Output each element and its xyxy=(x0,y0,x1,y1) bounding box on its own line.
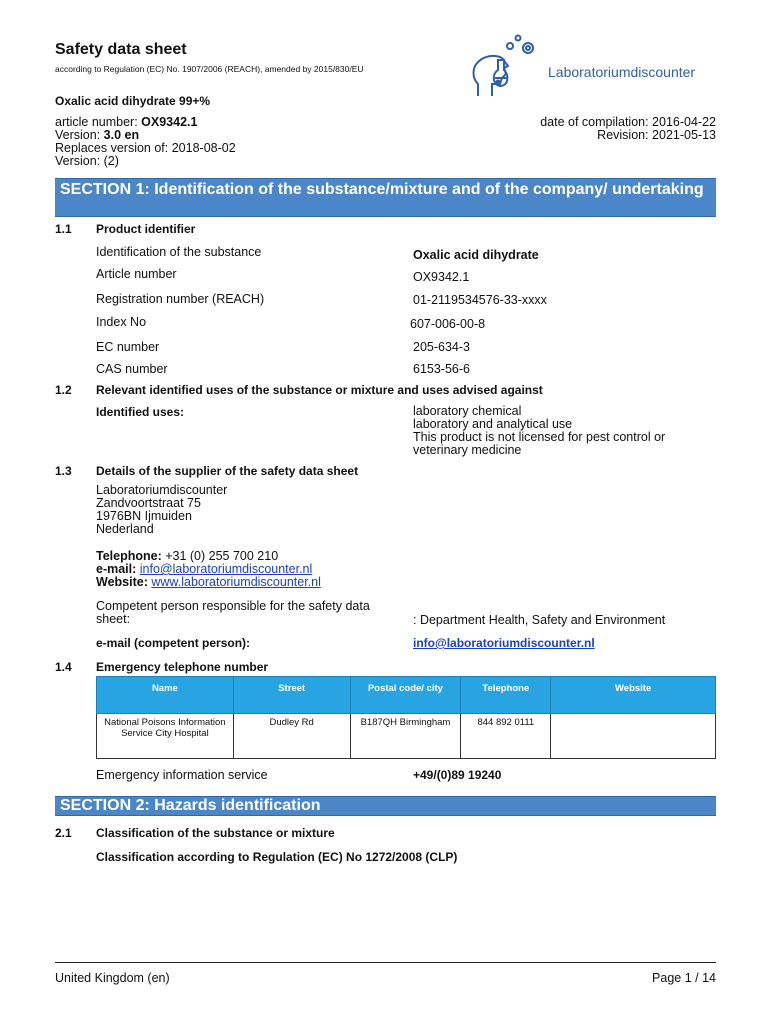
article-number-label: article number: xyxy=(55,115,142,129)
supplier-name: Laboratoriumdiscounter xyxy=(96,483,228,497)
revision-date: Revision: 2021-05-13 xyxy=(597,128,716,142)
identifier-label: Article number xyxy=(96,267,177,281)
product-name: Oxalic acid dihydrate 99+% xyxy=(55,94,211,108)
identifier-value: 01-2119534576-33-xxxx xyxy=(413,293,547,307)
emergency-contacts-table xyxy=(96,676,716,759)
table-header-row xyxy=(97,677,716,714)
telephone-value: +31 (0) 255 700 210 xyxy=(161,549,279,563)
column-header-telephone: Telephone xyxy=(461,677,551,714)
article-number-value: OX9342.1 xyxy=(141,115,198,129)
subsection-title: Emergency telephone number xyxy=(96,660,269,674)
page-number: Page 1 / 14 xyxy=(652,971,716,985)
replaces-version-number: Version: (2) xyxy=(55,154,119,168)
document-title: Safety data sheet xyxy=(55,41,187,58)
section-1-heading: SECTION 1: Identification of the substance/mixture and of the company/ undertaking xyxy=(55,178,716,217)
supplier-country: Nederland xyxy=(96,522,154,536)
cell-name: National Poisons Information Service City Hospital xyxy=(97,714,234,759)
table-row xyxy=(97,714,716,759)
email-label: e-mail: xyxy=(96,562,137,576)
subsection-title: Details of the supplier of the safety data sheet xyxy=(96,464,359,478)
identified-uses-label: Identified uses: xyxy=(96,405,185,419)
competent-person-label xyxy=(96,600,370,626)
identified-use: This product is not licensed for pest control or xyxy=(413,430,666,444)
column-header-website: Website xyxy=(551,677,716,714)
column-header-name: Name xyxy=(97,677,234,714)
version-label: Version: xyxy=(55,128,104,142)
identifier-value: OX9342.1 xyxy=(413,270,470,284)
identified-use: laboratory chemical xyxy=(413,404,522,418)
website-label: Website: xyxy=(96,575,148,589)
website-link[interactable]: www.laboratoriumdiscounter.nl xyxy=(151,575,321,589)
supplier-postal-city: 1976BN Ijmuiden xyxy=(96,509,192,523)
identifier-label: CAS number xyxy=(96,362,168,376)
identifier-label: EC number xyxy=(96,340,160,354)
document-meta-left xyxy=(55,116,236,168)
email-link[interactable]: info@laboratoriumdiscounter.nl xyxy=(139,562,313,576)
version-value: 3.0 en xyxy=(103,128,140,142)
competent-person-label-line: Competent person responsible for the safety data xyxy=(96,599,370,613)
competent-email-link[interactable]: info@laboratoriumdiscounter.nl xyxy=(413,636,595,650)
identifier-value: 205-634-3 xyxy=(413,340,470,354)
telephone-label: Telephone: xyxy=(96,549,162,563)
cell-telephone: 844 892 0111 xyxy=(461,714,551,759)
replaces-version: Replaces version of: 2018-08-02 xyxy=(55,141,236,155)
column-header-street: Street xyxy=(233,677,350,714)
section-2-heading: SECTION 2: Hazards identification xyxy=(55,796,716,816)
date-of-compilation: date of compilation: 2016-04-22 xyxy=(540,115,716,129)
logo xyxy=(470,34,550,100)
footer-locale: United Kingdom (en) xyxy=(55,971,170,985)
clp-classification-title: Classification according to Regulation (EC) No 1272/2008 (CLP) xyxy=(96,850,458,864)
cell-postal-city: B187QH Birmingham xyxy=(350,714,461,759)
identified-use: veterinary medicine xyxy=(413,443,522,457)
competent-person-value: : Department Health, Safety and Environment xyxy=(413,613,666,627)
emergency-service-value: +49/(0)89 19240 xyxy=(413,768,502,782)
subsection-title: Classification of the substance or mixture xyxy=(96,826,335,840)
subsection-number: 1.4 xyxy=(55,660,72,674)
supplier-contacts xyxy=(96,550,321,589)
subsection-number: 2.1 xyxy=(55,826,72,840)
supplier-address xyxy=(96,484,227,536)
supplier-street: Zandvoortstraat 75 xyxy=(96,496,201,510)
subsection-title: Product identifier xyxy=(96,222,196,236)
footer-divider xyxy=(55,962,716,963)
subsection-number: 1.1 xyxy=(55,222,72,236)
competent-email-label: e-mail (competent person): xyxy=(96,636,251,650)
regulation-subtitle: according to Regulation (EC) No. 1907/2006 (REACH), amended by 2015/830/EU xyxy=(55,64,364,74)
logo-wordmark: Laboratoriumdiscounter xyxy=(548,64,696,80)
logo-icon xyxy=(470,34,548,100)
document-meta-right xyxy=(540,116,716,142)
competent-person-label-line: sheet: xyxy=(96,612,131,626)
identifier-value: 6153-56-6 xyxy=(413,362,470,376)
cell-street: Dudley Rd xyxy=(233,714,350,759)
identifier-value: 607-006-00-8 xyxy=(410,317,486,331)
subsection-number: 1.2 xyxy=(55,383,72,397)
subsection-title: Relevant identified uses of the substance or mixture and uses advised against xyxy=(96,383,543,397)
column-header-postal-city: Postal code/ city xyxy=(350,677,461,714)
identified-use: laboratory and analytical use xyxy=(413,417,573,431)
identifier-label: Registration number (REACH) xyxy=(96,292,265,306)
cell-website xyxy=(551,714,716,759)
identifier-label: Index No xyxy=(96,315,147,329)
identifier-label: Identification of the substance xyxy=(96,245,262,259)
identified-uses-list xyxy=(413,405,665,457)
identifier-value: Oxalic acid dihydrate xyxy=(413,248,539,262)
subsection-number: 1.3 xyxy=(55,464,72,478)
emergency-service-label: Emergency information service xyxy=(96,768,268,782)
